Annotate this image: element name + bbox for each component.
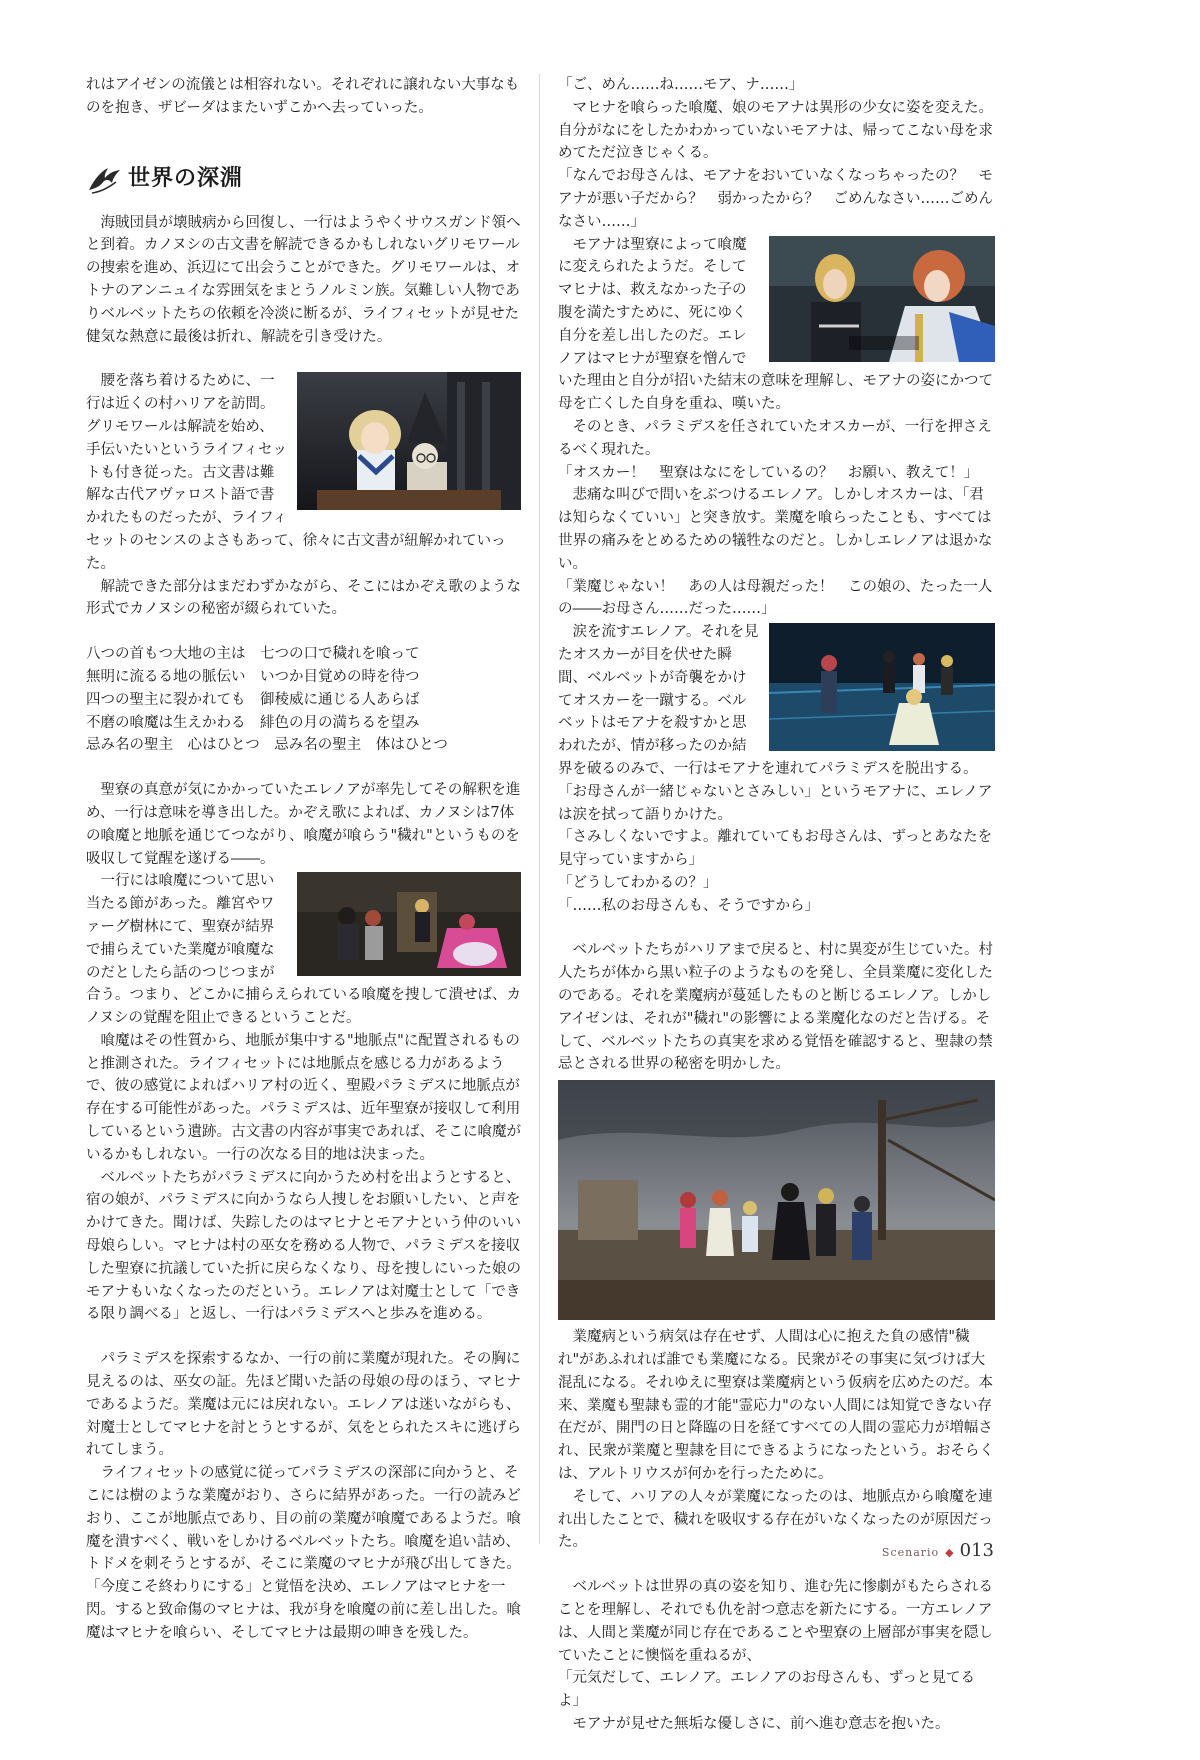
paragraph: ライフィセットの感覚に従ってパラミデスの深部に向かうと、そこには樹のような業魔がおり、さらに結界があった。一行の読みどおり、ここが地脈点であり、目の前の業魔が喰魔であるようだ。喰魔を潰すべく、戦いをしかけるベルベットたち。喰魔を追い詰め、トドメを刺そうとするが、そこに業魔のマヒナが飛び出してきた。「今度こそ終わりにする」と覚悟を決め、エレノアはマヒナを一閃。すると致命傷のマヒナは、我が身を喰魔の前に差し出した。喰魔はマヒナを喰らい、そしてマヒナは最期の呻きを残した。 (86, 1465, 521, 1641)
paragraph: 腰を落ち着けるために、一行は近くの村ハリアを訪問。グリモワールは解読を始め、手伝いたいというライフィセットも付き従った。古文書は難解な古代アヴァロスト語で書かれたものだったが、ライフィセットのセンスのよさもあって、徐々に古文書が紐解かれていった。 (86, 373, 506, 572)
paragraph: そのとき、パラミデスを任されていたオスカーが、一行を押さえるべく現れた。 (558, 418, 992, 458)
paragraph: パラミデスを探索するなか、一行の前に業魔が現れた。その胸に見えるのは、巫女の証。先ほど聞いた話の母娘の母のほう、マヒナであるようだ。業魔は元には戻れない。エレノアは迷いながらも、対魔士としてマヒナを討とうとするが、気をとられたスキに逃げられてしまう。 (86, 1351, 521, 1459)
paragraph-group-b (558, 939, 995, 1076)
poem-line: 無明に流るる地の脈伝い いつか目覚めの時を待つ (86, 668, 420, 685)
paragraph: ベルベットは世界の真の姿を知り、進む先に惨劇がもたらされることを理解し、それでも仇を討つ意志を新たにする。一方エレノアは、人間と業魔が同じ存在であることや聖寮の上層部が事実を隠していたことに懊悩を重ねるが、 (558, 1579, 993, 1664)
paragraph: 「なんでお母さんは、モアナをおいていなくなっちゃったの？ モアナが悪い子だから？ 弱かったから？ ごめんなさい……ごめんなさい……」 (558, 168, 993, 230)
poem-line: 不磨の喰魔は生えかわる 緋色の月の満ちるを望み (86, 714, 420, 731)
screenshot-moana-escape (769, 623, 995, 751)
paragraph-group-d (558, 1576, 995, 1736)
paragraph: 喰魔はその性質から、地脈が集中する"地脈点"に配置されるものと推測された。ライフィセットには地脈点を感じる力があるようで、彼の感覚によればハリア村の近く、聖殿パラミデスに地脈点が存在する可能性があった。パラミデスは、近年聖寮が接収して利用しているという遺跡。古文書の内容が事実であれば、そこに喰魔がいるかもしれない。一行の次なる目的地は決まった。 (86, 1032, 521, 1163)
section-heading (86, 158, 521, 200)
paragraph: 一行には喰魔について思い当たる節があった。離宮やワァーグ樹林にて、聖寮が結界で捕らえていた業魔が喰魔なのだとしたら話のつじつまが合う。つまり、どこかに捕らえられている喰魔を捜して潰せば、カノヌシの覚醒を阻止できるということだ。 (86, 873, 521, 1027)
screenshot-dock-party (558, 1080, 995, 1320)
poem-line: 四つの聖主に裂かれても 御稜威に通じる人あらば (86, 691, 420, 708)
paragraph: 悲痛な叫びで問いをぶつけるエレノア。しかしオスカーは、「君は知らなくていい」と突き放す。業魔を喰らったことも、すべては世界の痛みをとめるための犠牲なのだと。しかしエレノアは退かない。 (558, 487, 993, 572)
paragraph: 「オスカー！ 聖寮はなにをしているの？ お願い、教えて！」 (558, 464, 979, 481)
paragraph: マヒナを喰らった喰魔、娘のモアナは異形の少女に姿を変えた。自分がなにをしたかわかっていないモアナは、帰ってこない母を求めてただ泣きじゃくる。 (558, 99, 993, 162)
intro-text (86, 74, 521, 120)
paragraph: 「どうしてわかるの？」 (558, 874, 718, 891)
footer-mark: ◆ (945, 1546, 954, 1559)
paragraph: れはアイゼンの流儀とは相容れない。それぞれに譲れない大事なものを抱き、ザビーダはまたいずこかへ去っていった。 (86, 77, 520, 116)
right-column (558, 74, 995, 1736)
paragraph-group-c-head (86, 779, 521, 870)
paragraph: モアナは聖寮によって喰魔に変えられたようだ。そしてマヒナは、救えなかった子の腹を満たすために、死にゆく自分を差し出したのだ。エレノアはマヒナが聖寮を憎んでいた理由と自分が招いた結末の意味を理解し、モアナの姿にかつて母を亡くした自身を重ね、嘆いた。 (558, 236, 993, 413)
paragraph: 「元気だして、エレノア。エレノアのお母さんも、ずっと見てるよ」 (558, 1670, 976, 1710)
left-column (86, 74, 521, 1645)
paragraph-group-a (86, 212, 521, 349)
paragraph: そして、ハリアの人々が業魔になったのは、地脈点から喰魔を連れ出したことで、穢れを吸収する存在がいなくなったのが原因だった。 (558, 1488, 993, 1551)
section-label: Scenario (881, 1546, 940, 1559)
counting-song (86, 643, 521, 757)
page-number: 013 (959, 1540, 994, 1561)
paragraph: 「さみしくないですよ。離れていてもお母さんは、ずっとあなたを見守っていますから」 (558, 829, 993, 869)
section-title: 世界の深淵 (128, 165, 244, 192)
paragraph: 涙を流すエレノア。それを見たオスカーが目を伏せた瞬間、ベルベットが奇襲をかけてオスカーを一蹴する。ベルベットはモアナを殺すかと思われたが、情が移ったのか結界を破るのみで、一行はモアナを連れてパラミデスを脱出する。「お母さんが一緒じゃないとさみしい」というモアナに、エレノアは涙を拭って語りかけた。 (558, 624, 993, 823)
paragraph: 「業魔じゃない！ あの人は母親だった！ この娘の、たった一人の――お母さん……だった……」 (558, 578, 993, 618)
column-divider (539, 74, 540, 1544)
paragraph: 「ご、めん……ね……モア、ナ……」 (558, 77, 804, 93)
paragraph: 「……私のお母さんも、そうですから」 (558, 897, 819, 914)
paragraph: ベルベットたちがハリアまで戻ると、村に異変が生じていた。村人たちが体から黒い粒子のようなものを発し、全員業魔に変化したのである。それを業魔病が蔓延したものと断じるエレノア。しかしアイゼンは、それが"穢れ"の影響による業魔化なのだと告げる。そして、ベルベットたちの真実を求める覚悟を確認すると、聖隷の禁忌とされる世界の秘密を明かした。 (558, 942, 993, 1073)
paragraph: 業魔病という病気は存在せず、人間は心に抱えた負の感情"穢れ"があふれれば誰でも業魔になる。民衆がその事実に気づけば大混乱になる。それゆえに聖寮は業魔病という仮病を広めたのだ。本来、業魔も聖隷も霊的才能"霊応力"のない人間には知覚できない存在だが、開門の日と降臨の日を経てすべての人間の霊応力が増幅され、民衆が業魔と聖隷を目にできるようになったという。おそらくは、アルトリウスが何かを行ったために。 (558, 1329, 994, 1483)
paragraph: モアナが見せた無垢な優しさに、前へ進む意志を抱いた。 (572, 1716, 950, 1733)
paragraph: 海賊団員が壊賊病から回復し、一行はようやくサウスガンド領へと到着。カノヌシの古文書を解読できるかもしれないグリモワールの捜索を進め、浜辺にて出会うことができた。グリモワールは、オトナのアンニュイな雰囲気をまとうノルミン族。気難しい人物でありベルベットたちの依頼を冷淡に断るが、ライフィセットが見せた健気な熱意に最後は折れ、解読を引き受けた。 (86, 214, 521, 345)
screenshot-village-library (297, 372, 521, 510)
paragraph: ベルベットたちがパラミデスに向かうため村を出ようとすると、宿の娘が、パラミデスに向かうなら人捜しをお願いしたい、と声をかけてきた。聞けば、失踪したのはマヒナとモアナという仲のいい母娘らしい。マヒナは村の巫女を務める人物で、パラミデスを接収した聖寮に抗議していた折に戻らなくなり、母を捜しにいった娘のモアナもいなくなったのだという。エレノアは対魔士として「できる限り調べる」と返し、一行はパラミデスへと歩みを進める。 (86, 1169, 521, 1323)
paragraph: 解読できた部分はまだわずかながら、そこにはかぞえ歌のような形式でカノヌシの秘密が綴られていた。 (86, 578, 521, 618)
poem-line: 八つの首もつ大地の主は 七つの口で穢れを喰って (86, 646, 420, 663)
page-footer (882, 1540, 994, 1565)
screenshot-palamides-interior (297, 872, 521, 976)
dragon-ornament-icon (86, 162, 124, 196)
paragraph-group-d (86, 1348, 521, 1644)
poem-line: 忌み名の聖主 心はひとつ 忌み名の聖主 体はひとつ (86, 737, 448, 754)
paragraph-group-a-head (558, 74, 995, 234)
paragraph: 聖寮の真意が気にかかっていたエレノアが率先してその解釈を進め、一行は意味を導き出した。かぞえ歌によれば、カノヌシは7体の喰魔と地脈を通じてつながり、喰魔が喰らう"穢れ"というものを吸収して覚醒を遂げる――。 (86, 782, 521, 867)
paragraph-group-c (558, 1326, 995, 1554)
screenshot-eleanor-mahina (769, 236, 995, 362)
